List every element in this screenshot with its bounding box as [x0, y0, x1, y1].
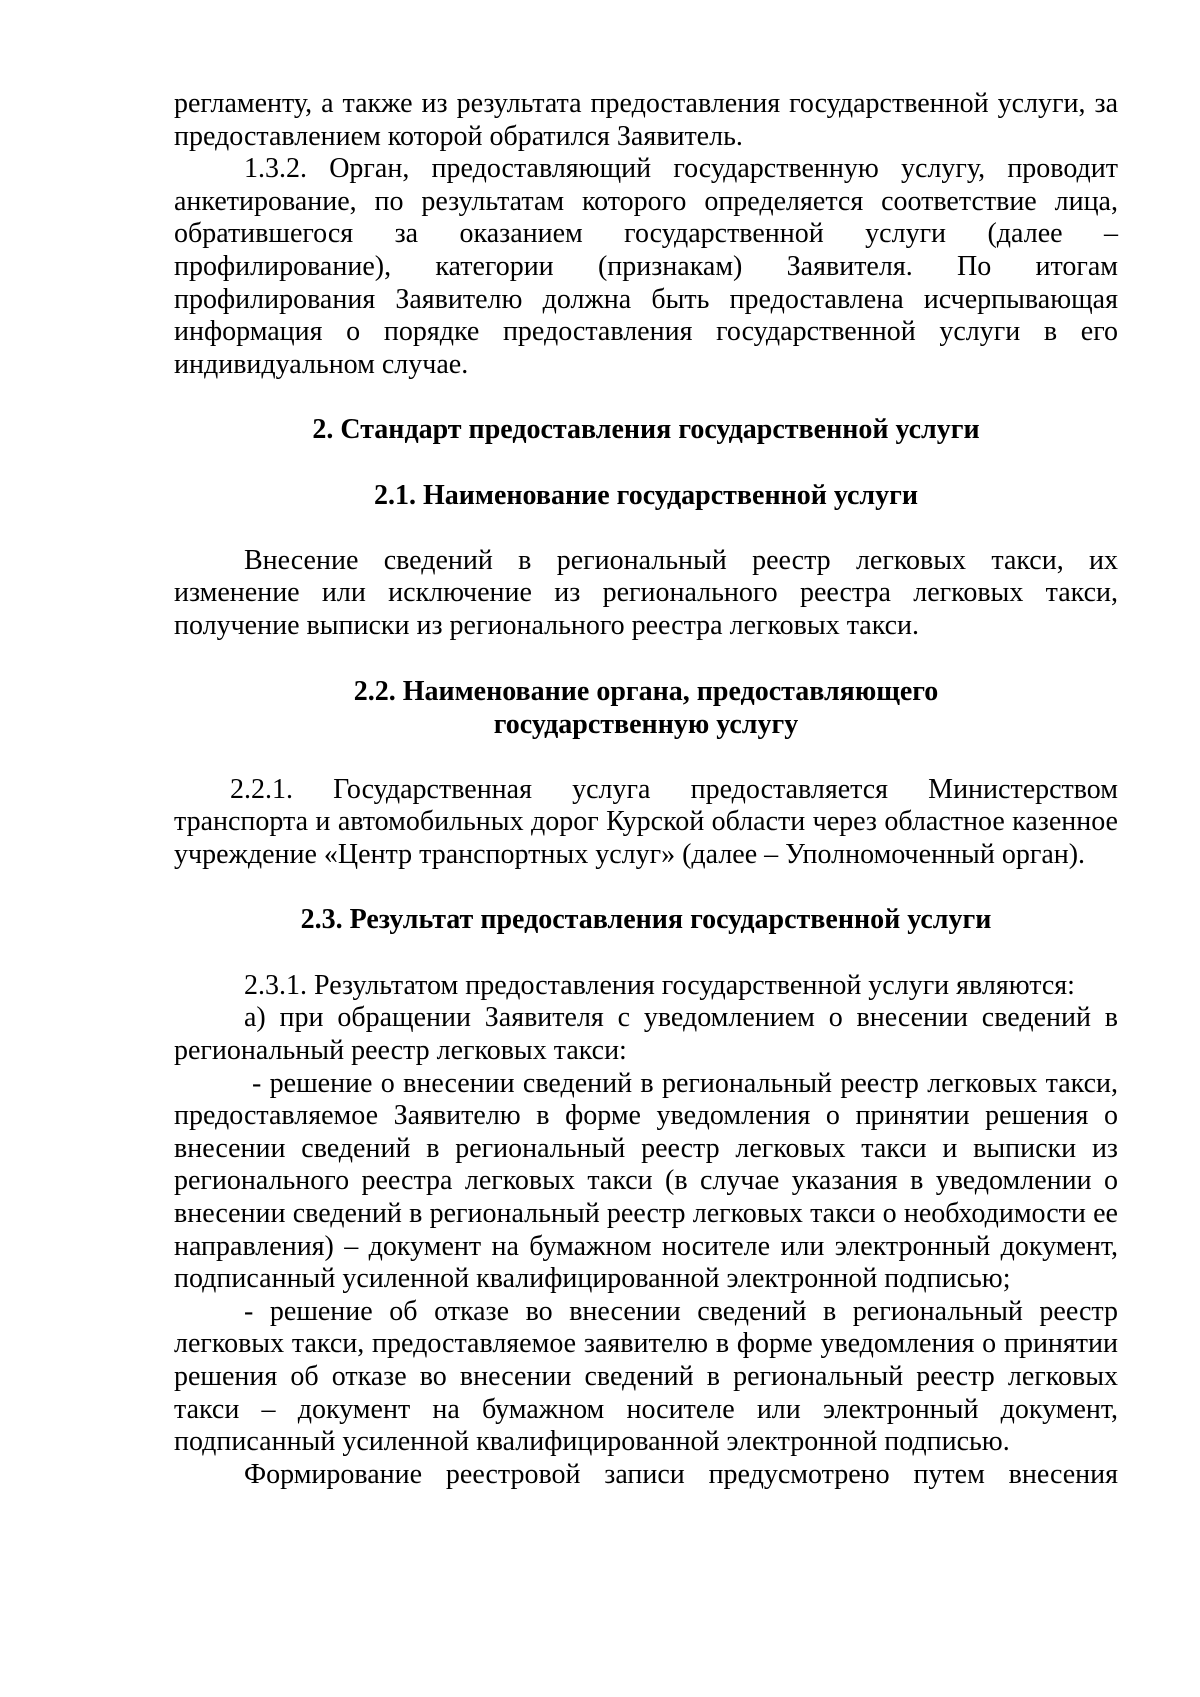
section-2-3-1-text: 2.3.1. Результатом предоставления государственной услуги являются:	[244, 969, 1075, 1001]
section-2-3-decision-include: - решение о внесении сведений в региональный реестр легковых такси, предоставляемое Заявителю в форме уведомления о принятии решения о внесении сведений в региональный реестр легковых такси и выписки из регионального реестра легковых такси (в случае указания в уведомлении о внесении сведений в региональный реестр легковых такси о необходимости ее направления) – документ на бумажном носителе или электронный документ, подписанный усиленной квалифицированной электронной подписью;	[174, 1067, 1118, 1295]
section-2-3-item-a: а) при обращении Заявителя с уведомлением о внесении сведений в региональный реестр легковых такси:	[174, 1002, 1118, 1067]
section-2-title: 2. Стандарт предоставления государственной услуги	[312, 414, 980, 446]
section-2-1-text: Внесение сведений в региональный реестр легковых такси, их изменение или исключение из регионального реестра легковых такси, получение выписки из регионального реестра легковых такси.	[174, 544, 1118, 641]
section-2-2-title-line2: государственную услугу	[493, 708, 799, 740]
document-body	[174, 88, 1118, 1491]
section-2-1-title: 2.1. Наименование государственной услуги	[374, 479, 918, 511]
paragraph-1-3-2: 1.3.2. Орган, предоставляющий государственную услугу, проводит анкетирование, по результатам которого определяется соответствие лица, обратившегося за оказанием государственной услуги (далее – профилирование), категории (признакам) Заявителя. По итогам профилирования Заявителю должна быть предоставлена исчерпывающая информация о порядке предоставления государственной услуги в его индивидуальном случае.	[174, 153, 1118, 380]
paragraph-intro-1: регламенту, а также из результата предоставления государственной услуги, за предоставлением которой обратился Заявитель.	[174, 88, 1118, 152]
section-2-3-decision-refuse: - решение об отказе во внесении сведений в региональный реестр легковых такси, предоставляемое заявителю в форме уведомления о принятии решения об отказе во внесении сведений в региональный реестр легковых такси – документ на бумажном носителе или электронный документ, подписанный усиленной квалифицированной электронной подписью.	[174, 1295, 1118, 1458]
section-2-3-title: 2.3. Результат предоставления государственной услуги	[300, 904, 992, 936]
section-2-2-title-line1: 2.2. Наименование органа, предоставляющего	[353, 676, 939, 708]
section-2-3-registry-entry: Формирование реестровой записи предусмотрено путем внесения	[244, 1458, 1118, 1490]
section-2-2-1-text: 2.2.1. Государственная услуга предоставляется Министерством транспорта и автомобильных дорог Курской области через областное казенное учреждение «Центр транспортных услуг» (далее – Уполномоченный орган).	[174, 773, 1118, 870]
